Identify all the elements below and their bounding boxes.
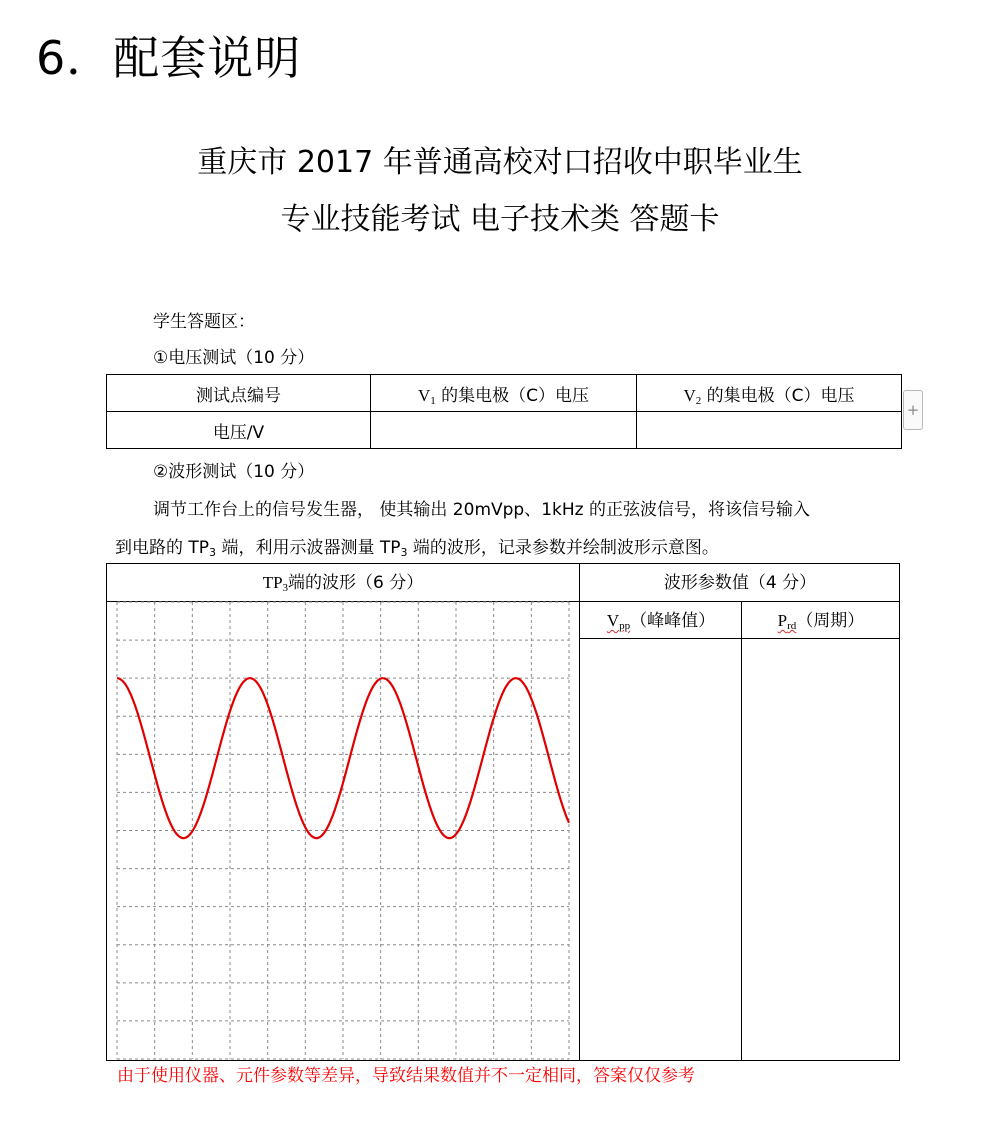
v2-header-text: 的集电极（C）电压 xyxy=(701,385,855,406)
table-add-column-button[interactable]: + xyxy=(903,390,923,430)
v1-symbol: V xyxy=(417,385,431,405)
tp3-symbol: TP xyxy=(262,573,283,592)
tp3-subscript: 3 xyxy=(282,582,289,594)
section-heading: 6．配套说明 xyxy=(36,31,302,85)
waveform-instruction-line-1: 调节工作台上的信号发生器， 使其输出 20mVpp、1kHz 的正弦波信号，将该信号输入 xyxy=(153,500,810,520)
prd-header-text: （周期） xyxy=(796,611,865,631)
prd-subscript: rd xyxy=(787,620,797,632)
v2-symbol: V xyxy=(683,385,696,405)
tp3-subscript-b: 3 xyxy=(400,546,408,559)
answer-card-title-line-2: 专业技能考试 电子技术类 答题卡 xyxy=(280,202,720,237)
student-answer-area-label: 学生答题区： xyxy=(153,312,255,332)
prd-symbol-main: P xyxy=(777,611,788,630)
v2-subscript: 2 xyxy=(695,394,702,407)
voltage-row-label: 电压/V xyxy=(107,412,371,449)
vpp-header-text: （峰峰值） xyxy=(630,611,716,631)
answer-card-title-line-1: 重庆市 2017 年普通高校对口招收中职毕业生 xyxy=(197,145,803,180)
vpp-subscript: pp xyxy=(619,620,631,632)
tp3-subscript-a: 3 xyxy=(209,546,217,559)
instruction-text-a: 到电路的 TP xyxy=(115,538,210,558)
instruction-text-c: 端的波形，记录参数并绘制波形示意图。 xyxy=(407,538,719,558)
test-point-header: 测试点编号 xyxy=(107,375,371,412)
vpp-symbol-main: V xyxy=(606,611,620,630)
oscilloscope-grid xyxy=(117,602,569,1059)
v1-header-text: 的集电极（C）电压 xyxy=(435,385,590,406)
waveform-params-title: 波形参数值（4 分） xyxy=(663,573,817,593)
tp3-title-text: 端的波形（6 分） xyxy=(288,573,424,593)
disclaimer-note: 由于使用仪器、元件参数等差异，导致结果数值并不一定相同，答案仅仅参考 xyxy=(117,1066,695,1086)
waveform-test-label: ②波形测试（10 分） xyxy=(153,462,315,482)
voltage-test-label: ①电压测试（10 分） xyxy=(153,348,315,368)
v1-subscript: 1 xyxy=(430,394,436,407)
instruction-text-b: 端，利用示波器测量 TP xyxy=(216,538,401,558)
